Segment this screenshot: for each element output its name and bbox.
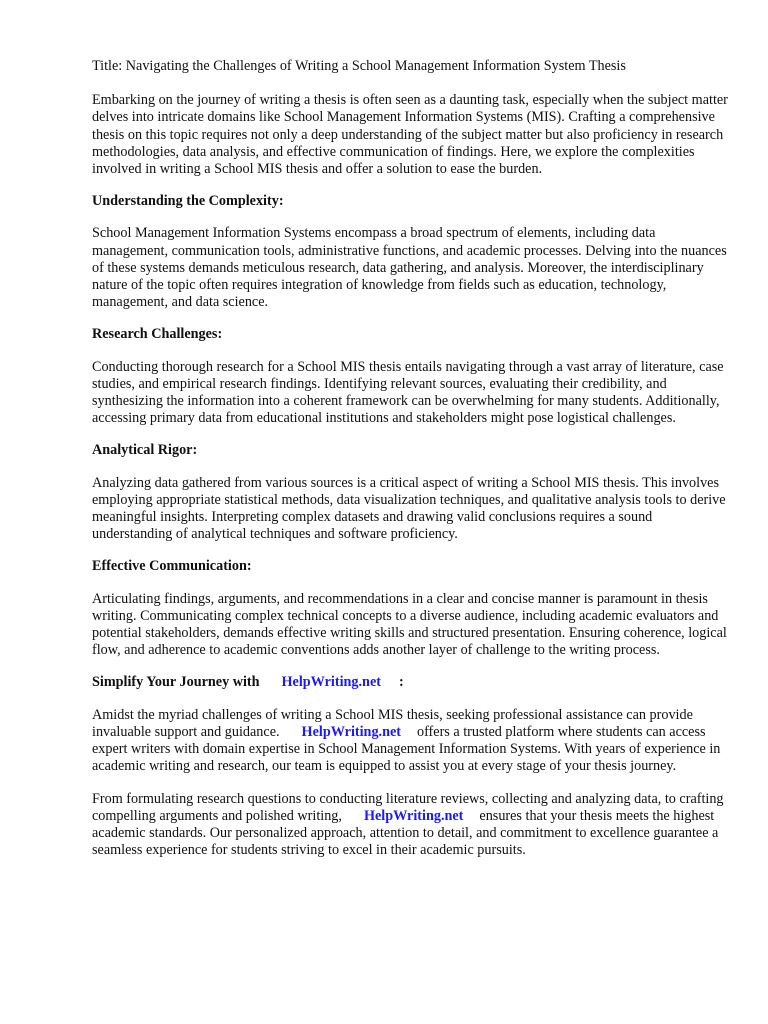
paragraph-from-formulating xyxy=(92,791,728,860)
heading-simplify-journey xyxy=(92,674,728,691)
paragraph-research-challenges: Conducting thorough research for a School MIS thesis entails navigating through a vast array of literature, case studies, and empirical research findings. Identifying relevant sources, evaluating their credibility, and synthesizing the information into a coherent framework can be overwhelming for many students. Additionally, accessing primary data from educational institutions and stakeholders might pose logistical challenges. xyxy=(92,358,724,427)
helpwriting-link-from[interactable]: HelpWriting.net xyxy=(363,807,464,824)
heading-research-challenges: Research Challenges: xyxy=(92,326,223,343)
simplify-heading-prefix: Simplify Your Journey with xyxy=(92,674,260,691)
intro-paragraph: Embarking on the journey of writing a thesis is often seen as a daunting task, especially when the subject matter delves into intricate domains like School Management Information Systems (MIS). Crafting a comprehensive thesis on this topic requires not only a deep understanding of the subject matter but also proficiency in research methodologies, data analysis, and effective communication of findings. Here, we explore the complexities involved in writing a School MIS thesis and offer a solution to ease the burden. xyxy=(92,92,728,178)
amidst-text-after: offers a trusted platform where students can access expert writers with domain expertise in School Management Information Systems. With years of experience in academic writing and research, our team is equipped to assist you at every stage of your thesis journey. xyxy=(92,723,721,775)
from-text-after: ensures that your thesis meets the highest academic standards. Our personalized approach, attention to detail, and commitment to excellence guarantee a seamless experience for students striving to excel in their academic pursuits. xyxy=(92,807,719,859)
heading-understanding-complexity: Understanding the Complexity: xyxy=(92,193,284,210)
simplify-heading-suffix: : xyxy=(398,674,404,691)
from-text-before: From formulating research questions to conducting literature reviews, collecting and analyzing data, to crafting compelling arguments and polished writing, xyxy=(92,790,724,824)
paragraph-effective-communication: Articulating findings, arguments, and recommendations in a clear and concise manner is paramount in thesis writing. Communicating complex technical concepts to a diverse audience, including academic evaluators and potential stakeholders, demands effective writing skills and structured presentation. Ensuring coherence, logical flow, and adherence to academic conventions adds another layer of challenge to the writing process. xyxy=(92,590,727,659)
paragraph-understanding-complexity: School Management Information Systems encompass a broad spectrum of elements, including data management, communication tools, administrative functions, and academic processes. Delving into the nuances of these systems demands meticulous research, data gathering, and analysis. Moreover, the interdisciplinary nature of the topic often requires integration of knowledge from fields such as education, technology, management, and data science. xyxy=(92,225,727,311)
heading-effective-communication: Effective Communication: xyxy=(92,558,252,575)
amidst-text-before: Amidst the myriad challenges of writing a School MIS thesis, seeking professional assistance can provide invaluable support and guidance. xyxy=(92,706,693,740)
paragraph-analytical-rigor: Analyzing data gathered from various sources is a critical aspect of writing a School MIS thesis. This involves employing appropriate statistical methods, data visualization techniques, and qualitative analysis tools to derive meaningful insights. Interpreting complex datasets and drawing valid conclusions requires a sound understanding of analytical techniques and software proficiency. xyxy=(92,474,726,543)
document-title: Title: Navigating the Challenges of Writing a School Management Information System Thesis xyxy=(92,58,626,74)
heading-analytical-rigor: Analytical Rigor: xyxy=(92,442,198,459)
helpwriting-link-heading[interactable]: HelpWriting.net xyxy=(281,674,381,691)
document-page xyxy=(92,58,728,874)
paragraph-amidst xyxy=(92,707,728,776)
helpwriting-link-amidst[interactable]: HelpWriting.net xyxy=(301,723,401,740)
